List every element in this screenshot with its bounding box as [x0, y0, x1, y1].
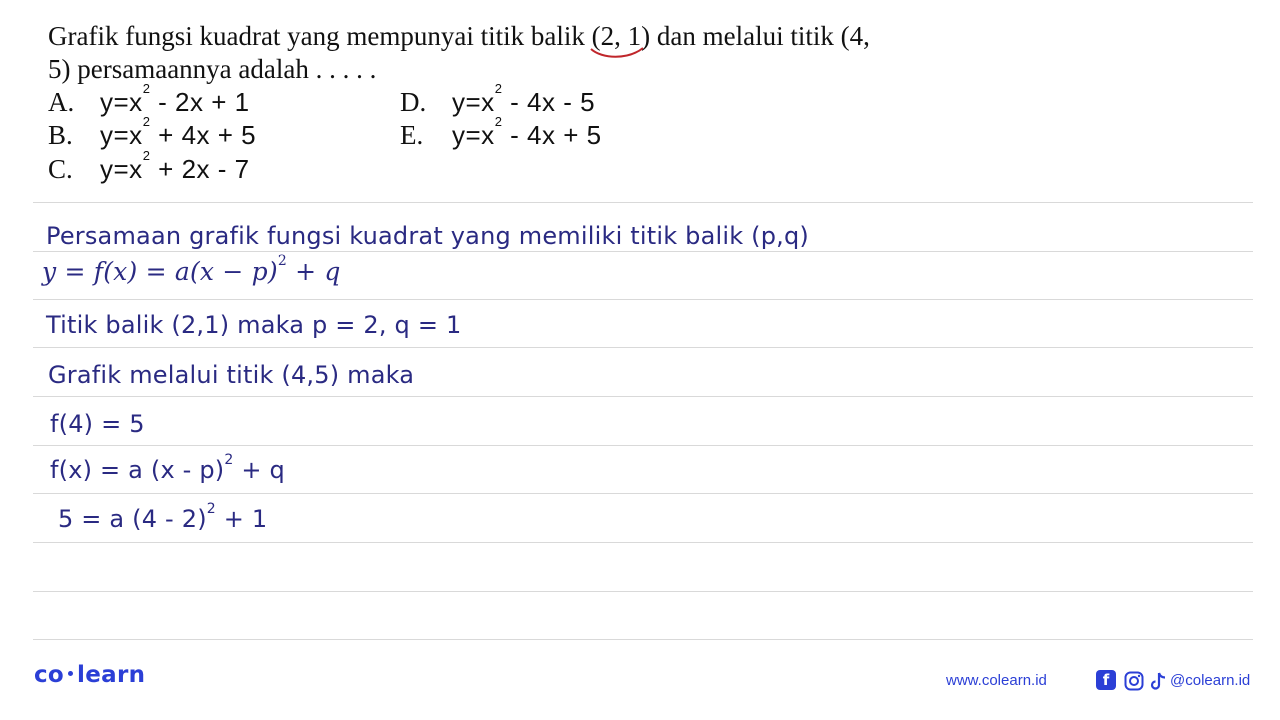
- eq-part: + 4x + 5: [158, 120, 257, 150]
- option-equation: [452, 114, 602, 150]
- solution-line-2: [42, 253, 341, 286]
- option-c: [48, 148, 250, 185]
- eq-part: - 2x + 1: [158, 87, 250, 117]
- eq-exponent: 2: [494, 81, 503, 96]
- question-text-part: dan melalui titik (4,: [650, 21, 870, 51]
- formula-part: y = f(x) = a(x − p): [42, 257, 278, 286]
- formula-part: + q: [286, 257, 341, 286]
- eq-exponent: 2: [142, 81, 151, 96]
- question-line-2: 5) persamaannya adalah . . . . .: [48, 54, 377, 84]
- website-url[interactable]: www.colearn.id: [946, 672, 1047, 689]
- solution-line-3: Titik balik (2,1) maka p = 2, q = 1: [46, 311, 462, 339]
- ruled-line: [33, 445, 1253, 446]
- option-b: [48, 114, 257, 151]
- eq-part: y=x: [452, 120, 495, 150]
- solution-line-5: f(4) = 5: [50, 410, 145, 438]
- formula-part: + 1: [215, 505, 268, 533]
- solution-line-7: [58, 501, 268, 533]
- option-e: [400, 114, 602, 151]
- circle-annotation: [588, 46, 646, 60]
- eq-exponent: 2: [142, 114, 151, 129]
- eq-part: + 2x - 7: [158, 154, 250, 184]
- option-label: E.: [400, 120, 424, 150]
- formula-part: 5 = a (4 - 2): [58, 505, 207, 533]
- eq-part: - 4x + 5: [510, 120, 602, 150]
- eq-part: y=x: [100, 87, 143, 117]
- eq-part: y=x: [452, 87, 495, 117]
- option-equation: [100, 148, 250, 184]
- option-label: B.: [48, 120, 73, 150]
- facebook-glyph: f: [1102, 671, 1110, 689]
- formula-exponent: 2: [206, 501, 216, 517]
- ruled-line: [33, 591, 1253, 592]
- tiktok-icon[interactable]: [1150, 670, 1168, 692]
- question-line-1: [48, 20, 968, 53]
- option-equation: [100, 81, 250, 117]
- formula-exponent: 2: [224, 452, 234, 468]
- eq-part: y=x: [100, 120, 143, 150]
- ruled-line: [33, 639, 1253, 640]
- formula-exponent: 2: [277, 253, 287, 269]
- option-equation: [452, 81, 596, 117]
- logo-part: co: [34, 662, 65, 688]
- colearn-logo: [34, 662, 145, 688]
- ruled-line: [33, 299, 1253, 300]
- solution-line-1: Persamaan grafik fungsi kuadrat yang memiliki titik balik (p,q): [46, 222, 809, 250]
- option-label: D.: [400, 87, 427, 117]
- option-equation: [100, 114, 257, 150]
- logo-part: learn: [77, 662, 146, 688]
- solution-line-6: [50, 452, 285, 484]
- social-handle[interactable]: @colearn.id: [1170, 672, 1251, 689]
- option-label: C.: [48, 154, 73, 184]
- turning-point-highlight: [592, 20, 650, 53]
- solution-line-4: Grafik melalui titik (4,5) maka: [48, 361, 415, 389]
- ruled-line: [33, 202, 1253, 203]
- option-label: A.: [48, 87, 75, 117]
- ruled-line: [33, 542, 1253, 543]
- formula-part: + q: [233, 456, 285, 484]
- eq-exponent: 2: [494, 114, 503, 129]
- facebook-icon[interactable]: [1096, 670, 1116, 690]
- formula-part: f(x) = a (x - p): [50, 456, 225, 484]
- ruled-line: [33, 396, 1253, 397]
- instagram-icon[interactable]: [1124, 670, 1144, 692]
- question-text: [48, 20, 968, 86]
- ruled-line: [33, 251, 1253, 252]
- turning-point-text: (2, 1): [591, 21, 651, 51]
- logo-dot: [68, 671, 73, 676]
- question-text-part: Grafik fungsi kuadrat yang mempunyai titik balik: [48, 21, 592, 51]
- ruled-line: [33, 347, 1253, 348]
- ruled-line: [33, 493, 1253, 494]
- eq-part: y=x: [100, 154, 143, 184]
- eq-exponent: 2: [142, 148, 151, 163]
- eq-part: - 4x - 5: [510, 87, 596, 117]
